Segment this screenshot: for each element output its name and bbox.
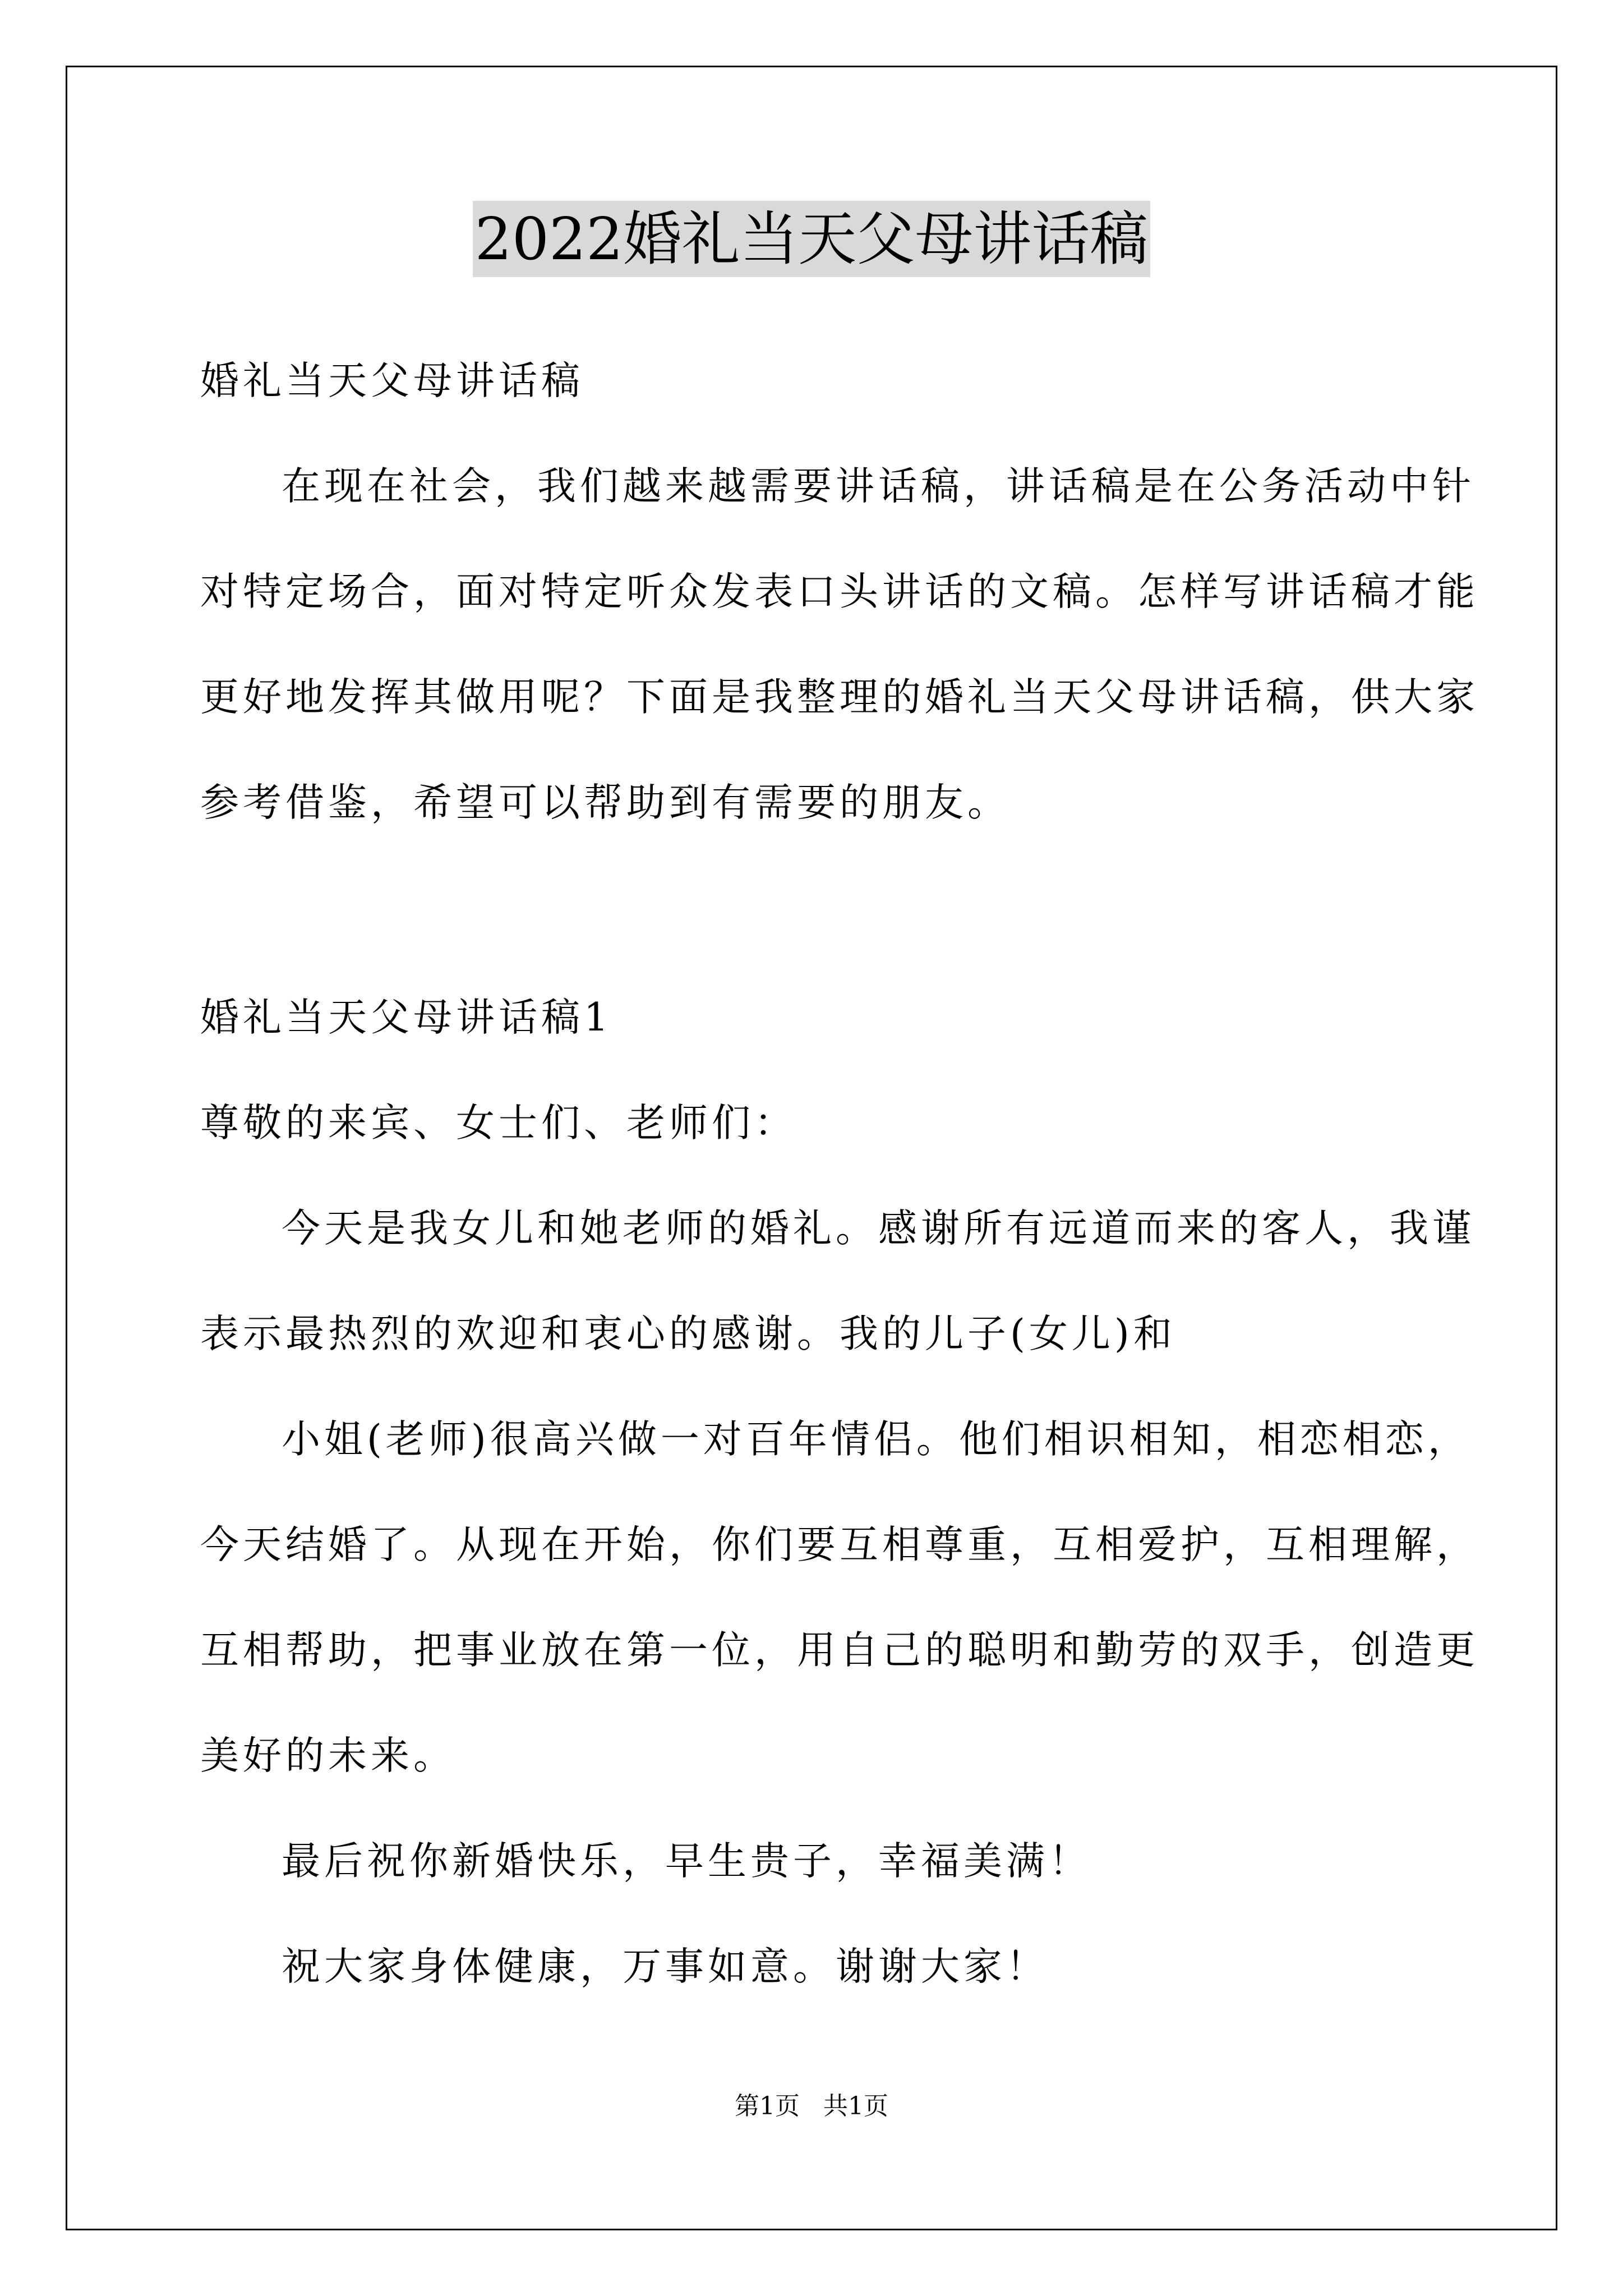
title-container xyxy=(0,201,1623,277)
page-total: 共1页 xyxy=(823,2092,888,2120)
subtitle: 婚礼当天父母讲话稿 xyxy=(200,358,584,403)
paragraph-line: 对特定场合，面对特定听众发表口头讲话的文稿。怎样写讲话稿才能 xyxy=(200,569,1479,614)
paragraph-line: 最后祝你新婚快乐，早生贵子，幸福美满！ xyxy=(282,1839,1091,1884)
paragraph-line: 更好地发挥其做用呢？下面是我整理的婚礼当天父母讲话稿，供大家 xyxy=(200,675,1479,720)
paragraph-line: 在现在社会，我们越来越需要讲话稿，讲话稿是在公务活动中针 xyxy=(282,464,1475,509)
paragraph-line: 美好的未来。 xyxy=(200,1733,456,1778)
paragraph-line: 今天是我女儿和她老师的婚礼。感谢所有远道而来的客人，我谨 xyxy=(282,1206,1475,1251)
document-title: 2022婚礼当天父母讲话稿 xyxy=(473,201,1151,277)
paragraph-line: 今天结婚了。从现在开始，你们要互相尊重，互相爱护，互相理解， xyxy=(200,1522,1479,1567)
page-number: 第1页 xyxy=(735,2092,800,2120)
paragraph-line: 小姐(老师)很高兴做一对百年情侣。他们相识相知，相恋相恋， xyxy=(282,1417,1470,1462)
salutation: 尊敬的来宾、女士们、老师们： xyxy=(200,1101,797,1145)
paragraph-line: 互相帮助，把事业放在第一位，用自己的聪明和勤劳的双手，创造更 xyxy=(200,1628,1479,1673)
section-heading: 婚礼当天父母讲话稿1 xyxy=(200,995,612,1040)
paragraph-line: 表示最热烈的欢迎和衷心的感谢。我的儿子(女儿)和 xyxy=(200,1312,1176,1356)
paragraph-line: 祝大家身体健康，万事如意。谢谢大家！ xyxy=(282,1944,1049,1989)
page-footer xyxy=(0,2090,1623,2123)
paragraph-line: 参考借鉴，希望可以帮助到有需要的朋友。 xyxy=(200,780,1010,825)
